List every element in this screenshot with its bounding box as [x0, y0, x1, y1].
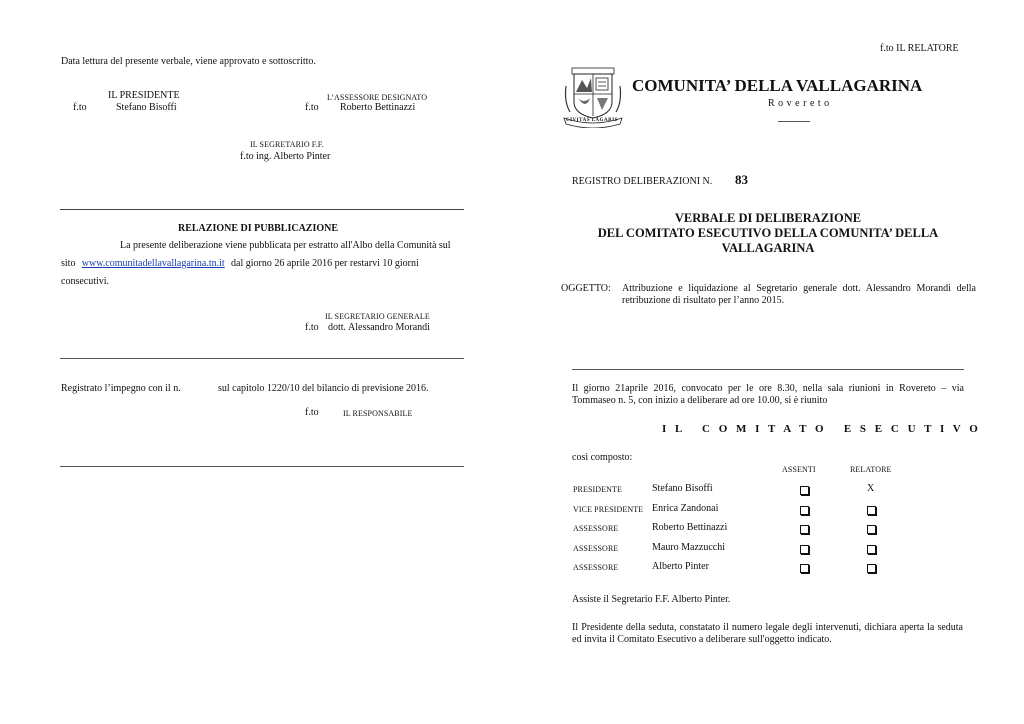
- absent-checkbox: [800, 486, 809, 495]
- member-name: Enrica Zandonai: [652, 502, 719, 514]
- relatore-signature: f.to IL RELATORE: [880, 43, 959, 54]
- org-city: R o v e r e t o: [768, 98, 830, 109]
- relatore-checkbox: [867, 525, 876, 534]
- member-name: Stefano Bisoffi: [652, 483, 713, 494]
- publication-line-3: consecutivi.: [61, 276, 110, 287]
- commitment-left: Registrato l’impegno con il n.: [61, 383, 181, 394]
- divider: [572, 369, 964, 370]
- publication-heading: RELAZIONE DI PUBBLICAZIONE: [178, 223, 339, 234]
- member-name: Alberto Pinter: [652, 561, 709, 572]
- member-role: ASSESSORE: [573, 524, 619, 533]
- logo-ribbon-text: CIVITAS LAGARIS: [566, 118, 619, 123]
- member-role: VICE PRESIDENTE: [573, 504, 644, 514]
- divider: [60, 466, 464, 467]
- relatore-checkbox: [867, 506, 876, 515]
- committee-heading: I L C O M I T A T O E S E C U T I V O: [662, 423, 981, 435]
- subject-text: Attribuzione e liquidazione al Segretario generale dott. Alessandro Morandi della retribuzione di risultato per l’anno 2015.: [622, 283, 976, 306]
- responsible-prefix: f.to: [305, 407, 319, 418]
- attendance-text: Assiste il Segretario F.F. Alberto Pinter.: [572, 594, 731, 605]
- assessor-title: L’ASSESSORE DESIGNATO: [327, 93, 428, 102]
- general-secretary-title: IL SEGRETARIO GENERALE: [325, 312, 430, 321]
- president-prefix: f.to: [73, 102, 87, 113]
- closing-text: Il Presidente della seduta, constatato il numero legale degli intervenuti, dichiara aperta la seduta ed invita il Comitato Esecutivo a deliberare sull'oggetto indicato.: [572, 622, 963, 645]
- column-relatore: RELATORE: [850, 465, 892, 474]
- meeting-text: Il giorno 21aprile 2016, convocato per le ore 8.30, nella sala riunioni in Rovereto – via Tommaseo n. 5, con inizio a deliberare ad ore 10.00, si è riunito: [572, 383, 964, 406]
- member-role: ASSESSORE: [573, 563, 619, 572]
- commitment-right: sul capitolo 1220/10 del bilancio di previsione 2016.: [218, 383, 429, 394]
- relatore-checkbox: [867, 564, 876, 573]
- absent-checkbox: [800, 525, 809, 534]
- general-secretary-prefix: f.to: [305, 322, 319, 333]
- secretary-name: f.to ing. Alberto Pinter: [240, 151, 331, 162]
- subject-label: OGGETTO:: [561, 283, 611, 294]
- document-title: [560, 211, 976, 256]
- approval-line: Data lettura del presente verbale, viene approvato e sottoscritto.: [61, 56, 316, 67]
- divider: [60, 209, 464, 210]
- relatore-checkbox: [867, 545, 876, 554]
- absent-checkbox: [800, 506, 809, 515]
- general-secretary-name: dott. Alessandro Morandi: [328, 322, 430, 333]
- registry-number: 83: [735, 172, 748, 187]
- president-name: Stefano Bisoffi: [116, 102, 177, 113]
- title-line-1: VERBALE DI DELIBERAZIONE: [674, 211, 862, 225]
- assessor-prefix: f.to: [305, 102, 319, 113]
- member-name: Mauro Mazzucchi: [652, 541, 726, 553]
- org-name: COMUNITA’ DELLA VALLAGARINA: [632, 76, 923, 95]
- relatore-mark: X: [867, 483, 875, 494]
- publication-sito: sito: [61, 258, 76, 269]
- publication-after-link: dal giorno 26 aprile 2016 per restarvi 10 giorni: [231, 258, 419, 269]
- president-title: IL PRESIDENTE: [108, 90, 180, 101]
- member-role: PRESIDENTE: [573, 485, 622, 494]
- absent-checkbox: [800, 545, 809, 554]
- member-name: Roberto Bettinazzi: [652, 522, 728, 533]
- title-line-2: DEL COMITATO ESECUTIVO DELLA COMUNITA’ DELLA: [597, 226, 939, 240]
- composed-label: così composto:: [572, 452, 633, 463]
- publication-link[interactable]: www.comunitadellavallagarina.tn.it: [81, 258, 225, 269]
- divider: [778, 121, 810, 122]
- secretary-title: IL SEGRETARIO F.F.: [250, 140, 324, 149]
- responsible-title: IL RESPONSABILE: [343, 409, 413, 418]
- publication-line-1: La presente deliberazione viene pubblicata per estratto all'Albo della Comunità sul: [120, 240, 451, 251]
- title-line-3: VALLAGARINA: [721, 241, 815, 255]
- registry-label: REGISTRO DELIBERAZIONI N.: [572, 176, 713, 187]
- member-role: ASSESSORE: [573, 543, 619, 553]
- column-absent: ASSENTI: [782, 465, 816, 474]
- absent-checkbox: [800, 564, 809, 573]
- divider: [60, 358, 464, 359]
- publication-line-2: [61, 258, 463, 269]
- assessor-name: Roberto Bettinazzi: [340, 102, 416, 113]
